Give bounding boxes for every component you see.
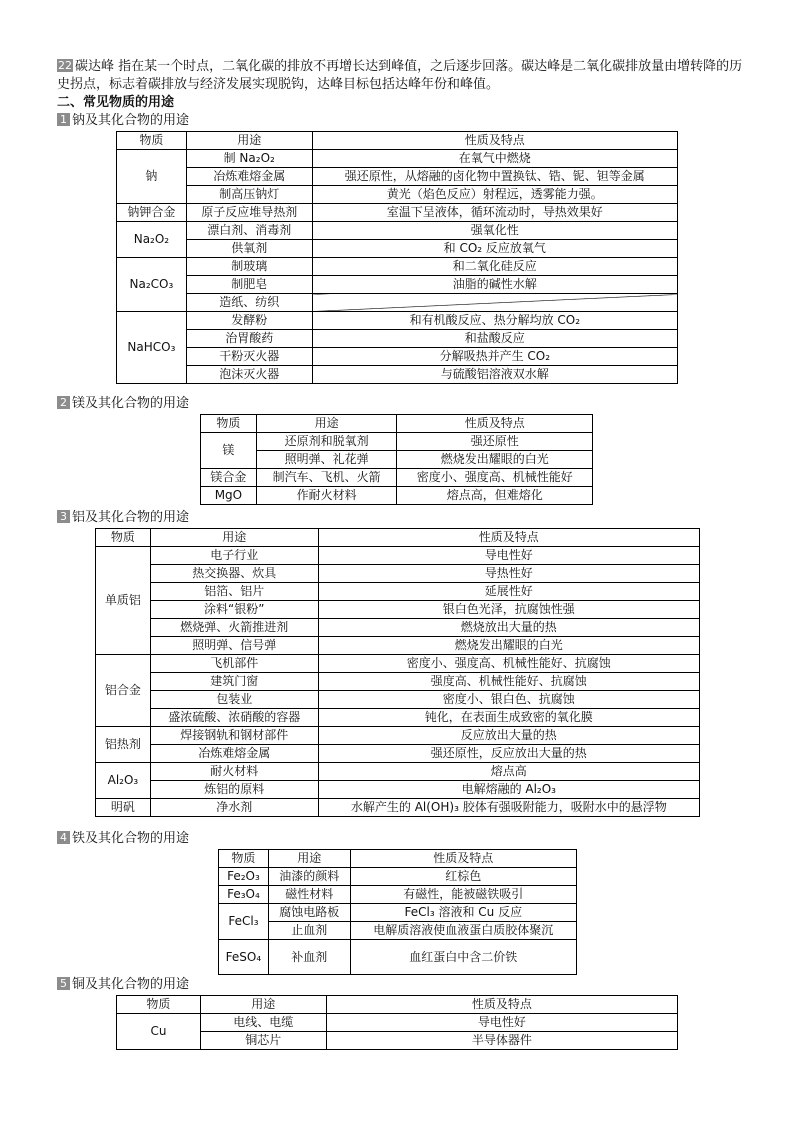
table-row: 炼铝的原料 电解熔融的 Al₂O₃ <box>96 781 700 799</box>
iron-table <box>218 849 577 975</box>
section-title-copper: 5 铜及其化合物的用途 <box>57 977 189 993</box>
table-row: MgO 作耐火材料 熔点高，但难熔化 <box>201 487 593 505</box>
table-row: 照明弹、信号弹 燃烧发出耀眼的白光 <box>96 637 700 655</box>
table-row: 钠 制 Na₂O₂ 在氧气中燃烧 <box>117 150 678 168</box>
table-row: 铝热剂 焊接钢轨和钢材部件 反应放出大量的热 <box>96 727 700 745</box>
table-row: FeCl₃ 腐蚀电路板 FeCl₃ 溶液和 Cu 反应 <box>219 904 577 922</box>
table-row: FeSO₄ 补血剂 血红蛋白中含二价铁 <box>219 940 577 975</box>
table-row: Fe₂O₃ 油漆的颜料 红棕色 <box>219 868 577 886</box>
table-row: 制高压钠灯 黄光（焰色反应）射程远，透雾能力强。 <box>117 186 678 204</box>
sodium-table <box>116 131 678 384</box>
table-row: 供氧剂 和 CO₂ 反应放氧气 <box>117 240 678 258</box>
table-row: 热交换器、炊具 导热性好 <box>96 565 700 583</box>
table-row: 干粉灭火器 分解吸热并产生 CO₂ <box>117 348 678 366</box>
table-row: 盛浓硫酸、浓硝酸的容器 钝化，在表面生成致密的氧化膜 <box>96 709 700 727</box>
table-header-row: 物质 用途 性质及特点 <box>117 996 678 1014</box>
table-row: 涂料“银粉” 银白色光泽，抗腐蚀性强 <box>96 601 700 619</box>
section-title-sodium: 1 钠及其化合物的用途 <box>57 113 189 129</box>
table-row: 泡沫灭火器 与硫酸铝溶液双水解 <box>117 366 678 384</box>
aluminum-table <box>95 528 700 817</box>
table-row: 铜芯片 半导体器件 <box>117 1032 678 1050</box>
table-row: 钠钾合金 原子反应堆导热剂 室温下呈液体，循环流动时，导热效果好 <box>117 204 678 222</box>
table-row: Na₂O₂ 漂白剂、消毒剂 强氧化性 <box>117 222 678 240</box>
intro-text: 碳达峰 指在某一个时点，二氧化碳的排放不再增长达到峰值，之后逐步回落。碳达峰是二氧化碳排放量由增转降的历史拐点，标志着碳排放与经济发展实现脱钩，达峰目标包括达峰年份和峰值。 <box>57 59 743 92</box>
table-row: 照明弹、礼花弹 燃烧发出耀眼的白光 <box>201 451 593 469</box>
diagonal-empty-cell <box>312 294 677 312</box>
table-row: 造纸、纺织 <box>117 294 678 312</box>
number-badge: 4 <box>57 831 70 844</box>
copper-table <box>116 995 678 1050</box>
table-row: 冶炼难熔金属 强还原性，反应放出大量的热 <box>96 745 700 763</box>
table-row: 明矾 净水剂 水解产生的 Al(OH)₃ 胶体有强吸附能力，吸附水中的悬浮物 <box>96 799 700 817</box>
section-heading: 二、常见物质的用途 <box>57 95 175 110</box>
section-title-iron: 4 铁及其化合物的用途 <box>57 831 189 847</box>
table-row: 建筑门窗 强度高、机械性能好、抗腐蚀 <box>96 673 700 691</box>
table-row: 镁合金 制汽车、飞机、火箭 密度小、强度高、机械性能好 <box>201 469 593 487</box>
table-row: Fe₃O₄ 磁性材料 有磁性，能被磁铁吸引 <box>219 886 577 904</box>
table-row: 冶炼难熔金属 强还原性，从熔融的卤化物中置换钛、锆、铌、钽等金属 <box>117 168 678 186</box>
magnesium-table <box>200 414 593 505</box>
intro-paragraph <box>57 58 747 94</box>
number-badge: 2 <box>57 396 70 409</box>
table-row: 治胃酸药 和盐酸反应 <box>117 330 678 348</box>
section-title-aluminum: 3 铝及其化合物的用途 <box>57 510 189 526</box>
table-header-row: 物质 用途 性质及特点 <box>117 132 678 150</box>
table-row: 制肥皂 油脂的碱性水解 <box>117 276 678 294</box>
number-badge: 3 <box>57 510 70 523</box>
table-header-row: 物质 用途 性质及特点 <box>219 850 577 868</box>
table-row: NaHCO₃ 发酵粉 和有机酸反应、热分解均放 CO₂ <box>117 312 678 330</box>
table-row: Al₂O₃ 耐火材料 熔点高 <box>96 763 700 781</box>
table-row: 包装业 密度小、银白色、抗腐蚀 <box>96 691 700 709</box>
table-row: 止血剂 电解质溶液使血液蛋白质胶体聚沉 <box>219 922 577 940</box>
table-row: 铝箔、铝片 延展性好 <box>96 583 700 601</box>
table-row: Na₂CO₃ 制玻璃 和二氧化硅反应 <box>117 258 678 276</box>
table-header-row: 物质 用途 性质及特点 <box>201 415 593 433</box>
number-badge: 5 <box>57 977 70 990</box>
number-badge: 1 <box>57 113 70 126</box>
number-badge: 22 <box>58 59 72 72</box>
table-row: 单质铝 电子行业 导电性好 <box>96 547 700 565</box>
table-header-row: 物质 用途 性质及特点 <box>96 529 700 547</box>
section-title-magnesium: 2 镁及其化合物的用途 <box>57 396 189 412</box>
table-row: 铝合金 飞机部件 密度小、强度高、机械性能好、抗腐蚀 <box>96 655 700 673</box>
table-row: Cu 电线、电缆 导电性好 <box>117 1014 678 1032</box>
table-row: 燃烧弹、火箭推进剂 燃烧放出大量的热 <box>96 619 700 637</box>
table-row: 镁 还原剂和脱氧剂 强还原性 <box>201 433 593 451</box>
